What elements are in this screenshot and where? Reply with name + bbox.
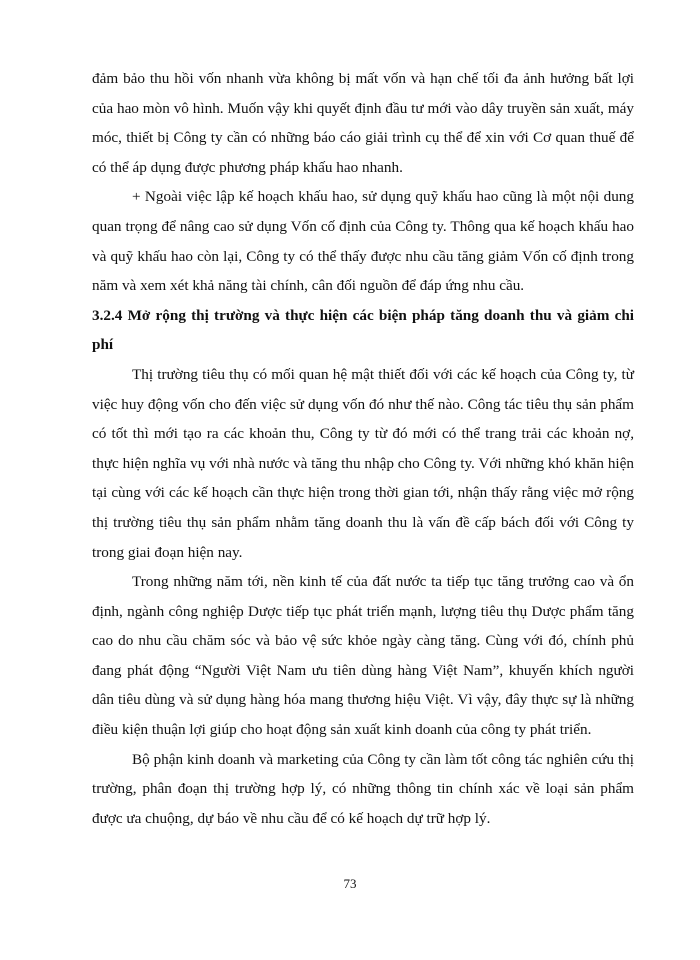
document-body [92,64,634,833]
paragraph-marketing: Bộ phận kinh doanh và marketing của Công ty cần làm tốt công tác nghiên cứu thị trường, phân đoạn thị trường hợp lý, có những thông tin chính xác về loại sản phẩm được ưa chuộng, dự báo về nhu cầu để có kế hoạch dự trữ hợp lý. [92,750,634,827]
paragraph-continuation: đảm bảo thu hồi vốn nhanh vừa không bị mất vốn và hạn chế tối đa ảnh hưởng bất lợi của hao mòn vô hình. Muốn vậy khi quyết định đầu tư mới vào dây truyền sản xuất, máy móc, thiết bị Công ty cần có những báo cáo giải trình cụ thể để xin với Cơ quan thuế để có thể áp dụng được phương pháp khấu hao nhanh. [92,70,634,176]
section-heading: 3.2.4 Mở rộng thị trường và thực hiện các biện pháp tăng doanh thu và giảm chi phí [92,306,634,354]
paragraph-depreciation-fund: + Ngoài việc lập kế hoạch khấu hao, sử dụng quỹ khấu hao cũng là một nội dung quan trọng để nâng cao sử dụng Vốn cố định của Công ty. Thông qua kế hoạch khấu hao và quỹ khấu hao còn lại, Công ty có thể thấy được nhu cầu tăng giảm Vốn cố định trong năm và xem xét khả năng tài chính, cân đối nguồn để đáp ứng nhu cầu. [92,188,634,295]
page-number: 73 [343,876,357,891]
paragraph-economy: Trong những năm tới, nền kinh tế của đất nước ta tiếp tục tăng trưởng cao và ổn định, ngành công nghiệp Dược tiếp tục phát triển mạnh, lượng tiêu thụ Dược phẩm tăng cao do nhu cầu chăm sóc và bảo vệ sức khỏe ngày càng tăng. Cùng với đó, chính phủ đang phát động “Người Việt Nam ưu tiên dùng hàng Việt Nam”, khuyến khích người dân tiêu dùng và sử dụng hàng hóa mang thương hiệu Việt. Vì vậy, đây thực sự là những điều kiện thuận lợi giúp cho hoạt động sản xuất kinh doanh của công ty phát triển. [92,573,634,739]
paragraph-market: Thị trường tiêu thụ có mối quan hệ mật thiết đối với các kế hoạch của Công ty, từ việc huy động vốn cho đến việc sử dụng vốn đó như thế nào. Công tác tiêu thụ sản phẩm có tốt thì mới tạo ra các khoản thu, Công ty từ đó mới có thể trang trải các khoản nợ, thực hiện nghĩa vụ với nhà nước và tăng thu nhập cho Công ty. Với những khó khăn hiện tại cùng với các kế hoạch cần thực hiện trong thời gian tới, nhận thấy rằng việc mở rộng thị trường tiêu thụ sản phẩm nhằm tăng doanh thu là vấn đề cấp bách đối với Công ty trong giai đoạn hiện nay. [92,365,634,561]
